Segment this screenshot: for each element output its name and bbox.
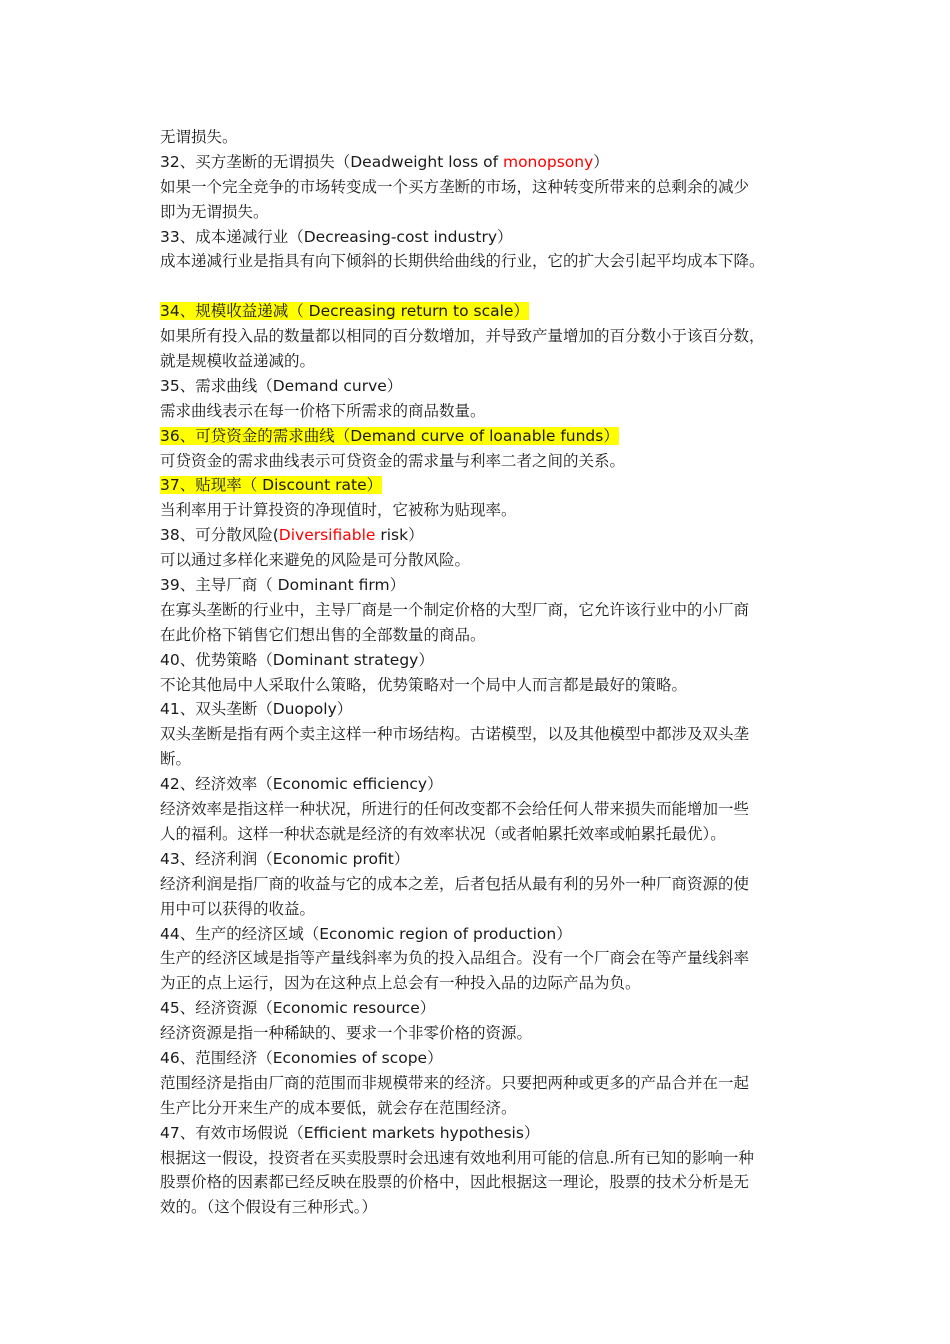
line-text: [160, 252, 765, 270]
text-segment: 范围经济是指由厂商的范围而非规模带来的经济。只要把两种或更多的产品合并在一起: [160, 1073, 750, 1092]
definition-line: [160, 673, 820, 698]
line-text: [160, 700, 352, 718]
definition-line: [160, 971, 820, 996]
blank-line: [160, 274, 820, 299]
definition-line: [160, 548, 820, 573]
text-segment: ）: [593, 152, 609, 171]
definition-line: [160, 1170, 820, 1195]
line-text: [160, 875, 749, 893]
text-segment: 经济资源是指一种稀缺的、要求一个非零价格的资源。: [160, 1024, 533, 1043]
text-segment: 在寡头垄断的行业中，主导厂商是一个制定价格的大型厂商，它允许该行业中的小厂商: [160, 600, 750, 619]
text-segment: 33、成本递减行业（Decreasing-cost industry）: [160, 227, 513, 246]
text-segment: 就是规模收益递减的。: [160, 352, 316, 371]
text-segment: 38、可分散风险(: [160, 526, 279, 545]
text-segment: 42、经济效率（Economic efficiency）: [160, 775, 443, 794]
line-text: [160, 1173, 749, 1191]
line-text: [160, 452, 625, 470]
text-segment: 断。: [160, 750, 192, 769]
text-segment: 36、可贷资金的需求曲线（Demand curve of loanable funds）: [160, 426, 619, 445]
text-segment: 46、范围经济（Economies of scope）: [160, 1048, 443, 1067]
line-text: [160, 1024, 532, 1042]
text-segment: 生产比分开来生产的成本要低，就会存在范围经济。: [160, 1098, 517, 1117]
text-segment: 40、优势策略（Dominant strategy）: [160, 650, 434, 669]
term-heading: [160, 922, 820, 947]
line-text: [160, 900, 315, 918]
text-segment: 用中可以获得的收益。: [160, 899, 316, 918]
line-text: [160, 402, 486, 420]
text-segment: 即为无谓损失。: [160, 202, 269, 221]
text-segment: 双头垄断是指有两个卖主这样一种市场结构。古诺模型，以及其他模型中都涉及双头垄: [160, 725, 750, 744]
definition-line: [160, 449, 820, 474]
text-segment: 经济效率是指这样一种状况，所进行的任何改变都不会给任何人带来损失而能增加一些: [160, 800, 750, 819]
line-text: [160, 153, 609, 171]
definition-line: [160, 399, 820, 424]
line-text: [160, 1049, 443, 1067]
line-text: [160, 775, 443, 793]
text-segment: 效的。（这个假设有三种形式。）: [160, 1198, 378, 1217]
definition-line: [160, 498, 820, 523]
definition-line: [160, 1195, 820, 1220]
definition-line: [160, 1146, 820, 1171]
text-segment: 人的福利。这样一种状态就是经济的有效率状况（或者帕累托效率或帕累托最优）。: [160, 824, 726, 843]
text-segment: 39、主导厂商（ Dominant firm）: [160, 576, 406, 595]
definition-line: [160, 797, 820, 822]
text-segment: 37、贴现率（ Discount rate）: [160, 476, 383, 495]
line-text: [160, 1149, 754, 1167]
text-segment: 需求曲线表示在每一价格下所需求的商品数量。: [160, 401, 486, 420]
definition-line: [160, 623, 820, 648]
highlighted-text: [160, 476, 382, 494]
text-segment: 43、经济利润（Economic profit）: [160, 849, 410, 868]
definition-line: [160, 747, 820, 772]
term-heading: [160, 225, 820, 250]
text-segment: 44、生产的经济区域（Economic region of production）: [160, 924, 572, 943]
text-segment: 股票价格的因素都已经反映在股票的价格中，因此根据这一理论，股票的技术分析是无: [160, 1173, 750, 1192]
term-heading: [160, 697, 820, 722]
term-heading: [160, 996, 820, 1021]
line-text: [160, 178, 749, 196]
definition-line: [160, 872, 820, 897]
term-heading: [160, 573, 820, 598]
line-text: [160, 974, 641, 992]
term-heading: [160, 847, 820, 872]
text-segment: 如果一个完全竞争的市场转变成一个买方垄断的市场，这种转变所带来的总剩余的减少: [160, 177, 750, 196]
line-text: [160, 949, 749, 967]
red-text-segment: monopsony: [502, 152, 594, 171]
term-heading: [160, 1121, 820, 1146]
line-text: [160, 725, 749, 743]
line-text: [160, 352, 315, 370]
definition-line: [160, 200, 820, 225]
line-text: [160, 1198, 377, 1216]
term-heading: [160, 374, 820, 399]
document-page: [160, 125, 820, 1220]
highlighted-text: [160, 427, 619, 445]
text-segment: 不论其他局中人采取什么策略，优势策略对一个局中人而言都是最好的策略。: [160, 675, 688, 694]
text-segment: 成本递减行业是指具有向下倾斜的长期供给曲线的行业，它的扩大会引起平均成本下降。: [160, 252, 765, 271]
definition-line: [160, 897, 820, 922]
text-segment: 可贷资金的需求曲线表示可贷资金的需求量与利率二者之间的关系。: [160, 451, 626, 470]
line-text: [160, 1074, 749, 1092]
line-text: [160, 601, 749, 619]
line-text: [160, 501, 517, 519]
definition-line: [160, 349, 820, 374]
definition-line: [160, 722, 820, 747]
definition-line: [160, 1096, 820, 1121]
line-text: [160, 999, 435, 1017]
line-text: [160, 327, 765, 345]
definition-line: [160, 598, 820, 623]
term-heading: [160, 473, 820, 498]
definition-line: [160, 1071, 820, 1096]
term-heading: [160, 424, 820, 449]
text-segment: 可以通过多样化来避免的风险是可分散风险。: [160, 551, 471, 570]
definition-line: [160, 175, 820, 200]
definition-line: [160, 1021, 820, 1046]
red-text-segment: Diversifiable: [278, 526, 376, 545]
definition-line: [160, 125, 820, 150]
line-text: [160, 551, 470, 569]
line-text: [160, 526, 424, 544]
line-text: [160, 800, 749, 818]
term-heading: [160, 648, 820, 673]
text-segment: 34、规模收益递减（ Decreasing return to scale）: [160, 302, 529, 321]
line-text: [160, 228, 513, 246]
line-text: [160, 825, 726, 843]
text-segment: 当利率用于计算投资的净现值时，它被称为贴现率。: [160, 501, 517, 520]
line-text: [160, 750, 191, 768]
line-text: [160, 676, 687, 694]
line-text: [160, 1099, 517, 1117]
highlighted-text: [160, 302, 529, 320]
text-segment: risk）: [375, 526, 424, 545]
line-text: [160, 203, 269, 221]
text-segment: 在此价格下销售它们想出售的全部数量的商品。: [160, 625, 486, 644]
text-segment: 经济利润是指厂商的收益与它的成本之差，后者包括从最有利的另外一种厂商资源的使: [160, 874, 750, 893]
line-text: [160, 626, 486, 644]
text-segment: 35、需求曲线（Demand curve）: [160, 376, 403, 395]
text-segment: 无谓损失。: [160, 128, 238, 146]
term-heading: [160, 299, 820, 324]
term-heading: [160, 772, 820, 797]
text-segment: 如果所有投入品的数量都以相同的百分数增加，并导致产量增加的百分数小于该百分数，: [160, 327, 765, 346]
text-segment: 根据这一假设，投资者在买卖股票时会迅速有效地利用可能的信息.所有已知的影响一种: [160, 1148, 754, 1167]
line-text: [160, 576, 405, 594]
definition-line: [160, 946, 820, 971]
line-text: [160, 651, 434, 669]
line-text: [160, 1124, 539, 1142]
definition-line: [160, 324, 820, 349]
text-segment: 为正的点上运行，因为在这种点上总会有一种投入品的边际产品为负。: [160, 974, 641, 993]
term-heading: [160, 150, 820, 175]
line-text: [160, 128, 238, 146]
text-segment: 生产的经济区域是指等产量线斜率为负的投入品组合。没有一个厂商会在等产量线斜率: [160, 949, 750, 968]
text-segment: 32、买方垄断的无谓损失（Deadweight loss of: [160, 152, 503, 171]
term-heading: [160, 1046, 820, 1071]
line-text: [160, 925, 572, 943]
definition-line: [160, 249, 820, 274]
definition-line: [160, 822, 820, 847]
line-text: [160, 377, 402, 395]
line-text: [160, 850, 409, 868]
text-segment: 41、双头垄断（Duopoly）: [160, 700, 353, 719]
text-segment: 47、有效市场假说（Efficient markets hypothesis）: [160, 1123, 540, 1142]
text-segment: 45、经济资源（Economic resource）: [160, 999, 436, 1018]
term-heading: [160, 523, 820, 548]
